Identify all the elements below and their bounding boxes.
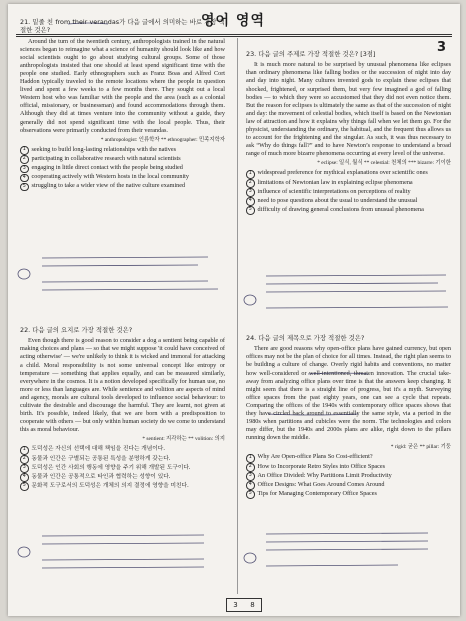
choice-number-icon: 5 (20, 482, 29, 491)
q21-choice-4[interactable]: 4 cooperating actively with Western hosts in the local community (20, 173, 225, 182)
question-23-head: 23. 다음 글의 주제로 가장 적절한 것은? [3점] (246, 50, 376, 58)
exam-page (8, 4, 460, 616)
q23-choice-4[interactable]: 4 need to pose questions about the usual to understand the unusual (246, 197, 451, 206)
question-24-choices (246, 453, 451, 498)
question-22 (20, 326, 225, 491)
q21-choice-2[interactable]: 2 participating in collaborative research with natural scientists (20, 155, 225, 164)
question-21-choices (20, 146, 225, 191)
q23-choice-1[interactable]: 1 widespread preference for mythical explanations over scientific ones (246, 169, 451, 178)
choice-number-icon: 3 (246, 188, 255, 197)
question-24-passage: There are good reasons why open-office plans have gained currency, but open offices may not be the plan of choice for all times. Instead, the right plan seems to be building a culture of change. Overly rigid habits and conventions, no matter how well-considered or well-intentioned, threaten innovation. The crucial take-away from analyzing office plans over time is that the answers keep changing. It might seem that there is a straight line of progress, but it's a myth. Surveying office spaces from the past eighty years, one can see a cycle that repeats. Comparing the offices of the 1940s with contemporary office spaces shows that they have circled back around to essentially the same style, via a period in the 1980s when partitions and cubicles were the norm. The technologies and colors may differ, but the 1940s and 2000s plans are alike, right down to the pillars running down the middle. (246, 345, 451, 442)
choice-number-icon: 1 (20, 446, 29, 455)
q22-choice-4[interactable]: 4 동물과 인간은 공통적으로 타인과 협력하는 성향이 있다. (20, 473, 225, 482)
choice-number-icon: 2 (246, 463, 255, 472)
q24-choice-3[interactable]: 3 An Office Divided: Why Partitions Limit Productivity (246, 472, 451, 481)
question-24-head: 24. 다음 글의 제목으로 가장 적절한 것은? (246, 334, 365, 342)
column-divider (237, 38, 238, 594)
choice-number-icon: 4 (246, 197, 255, 206)
footer-right-number: 8 (250, 601, 255, 609)
choice-number-icon: 1 (20, 146, 29, 155)
q21-choice-5[interactable]: 5 struggling to take a wider view of the native culture examined (20, 182, 225, 191)
q24-choice-5[interactable]: 5 Tips for Managing Contemporary Office Spaces (246, 490, 451, 499)
q23-choice-5[interactable]: 5 difficulty of drawing general conclusions from unusual phenomena (246, 206, 451, 215)
section-title: 영어 영역 (201, 13, 265, 29)
choice-number-icon: 5 (20, 183, 29, 192)
q21-choice-1[interactable]: 1 seeking to build long-lasting relationships with the natives (20, 146, 225, 155)
q22-choice-1[interactable]: 1 도덕성은 자신의 선택에 대해 책임을 진다는 개념이다. (20, 445, 225, 454)
footer-left-number: 3 (233, 601, 238, 609)
choice-number-icon: 4 (20, 473, 29, 482)
question-23-choices (246, 169, 451, 214)
q23-choice-3[interactable]: 3 influence of scientific interpretations on perceptions of reality (246, 188, 451, 197)
question-21 (20, 18, 225, 191)
question-23 (246, 50, 451, 215)
choice-number-icon: 1 (246, 170, 255, 179)
choice-number-icon: 4 (246, 481, 255, 490)
choice-number-icon: 5 (246, 206, 255, 215)
choice-number-icon: 1 (246, 454, 255, 463)
q24-choice-2[interactable]: 2 How to Incorporate Retro Styles into Office Spaces (246, 463, 451, 472)
choice-number-icon: 3 (246, 472, 255, 481)
question-21-gloss: * anthropologist: 인류학자 ** ethnographer: 민족지학자 (100, 136, 225, 143)
question-23-passage: It is much more natural to be surprised by unusual phenomena like eclipses than ordinary phenomena like falling bodies or the succession of night into day and day into night. Many cultures invented gods to explain these eclipses that shocked, frightened, or surprised them, but very few imagined a god of falling bodies — to which they were so accustomed that they did not even notice them. But the reason for eclipses is ultimately the same as that of the succession of night and day: the movement of celestial bodies, which itself is based on the Newtonian law of attraction and how it explains why things fall when we let them go. For the physicist, understanding the ordinary, the habitual, and the frequent thus allows us to account for the frightening and the singular. As such, it was thus necessary to ask “Why do things fall?” and to have Newton’s response to understand a broad range of much more bizarre phenomena occurring at every level of the universe. (246, 61, 451, 158)
q23-choice-2[interactable]: 2 limitations of Newtonian law in explaining eclipse phenomena (246, 179, 451, 188)
choice-number-icon: 5 (246, 490, 255, 499)
question-22-choices (20, 445, 225, 490)
q22-choice-2[interactable]: 2 동물과 인간은 구별되는 공통된 특성을 분명하게 갖는다. (20, 455, 225, 464)
question-22-head: 22. 다음 글의 요지로 가장 적절한 것은? (20, 326, 133, 334)
choice-number-icon: 3 (20, 165, 29, 174)
question-23-gloss: * eclipse: 일식, 월식 ** celestial: 천체의 *** bizarre: 기이한 (317, 160, 451, 167)
question-24 (246, 334, 451, 499)
question-22-passage: Even though there is good reason to consider a dog a sentient being capable of making choices and plans — so that we might suppose 'it could have conceived of acting otherwise' — we're unlikely to think it is wicked and immoral for attacking a child. Moral responsibility is not some universal concept like entropy or temperature — something that applies equally, and can be measured similarly, everywhere in the cosmos. It is a notion developed specifically for human use, no more or less than languages are. While sentience and volition are aspects of mind and agency, morals are cultural tools developed to influence social behaviour: to cultivate the desirable and discourage the harmful. They are learnt, not given at birth. It's possible, indeed likely, that we are born with a predisposition to cooperate with others — but only within human society do we come to understand this as moral behaviour. (20, 337, 225, 434)
question-21-head: 21. 밑줄 친 from their verandas가 다음 글에서 의미하는 바로 가장 적절한 것은? (20, 18, 225, 35)
page-footer-box (226, 598, 262, 612)
q24-choice-4[interactable]: 4 Office Designs: What Goes Around Comes Around (246, 481, 451, 490)
choice-number-icon: 2 (20, 155, 29, 164)
q24-choice-1[interactable]: 1 Why Are Open-office Plans So Cost-efficient? (246, 453, 451, 462)
choice-number-icon: 4 (20, 174, 29, 183)
choice-number-icon: 2 (246, 179, 255, 188)
q21-choice-3[interactable]: 3 engaging in little direct contact with the people being studied (20, 164, 225, 173)
choice-number-icon: 3 (20, 464, 29, 473)
q22-choice-3[interactable]: 3 도덕성은 인간 사회의 행동에 영향을 주기 위해 개발된 도구이다. (20, 464, 225, 473)
question-24-gloss: * rigid: 굳은 ** pillar: 기둥 (390, 444, 451, 451)
question-22-gloss: * sentient: 지각하는 ** volition: 의지 (142, 436, 225, 443)
question-21-passage: Around the turn of the twentieth century, anthropologists trained in the natural sciences began to reimagine what a science of humanity should look like and how social scientists ought to go about studying cultural groups. Some of those anthropologists insisted that one should at least spend significant time with the people one studied. Early ethnographers such as Franz Boas and Alfred Cort Haddon typically traveled to the remote locations where the people in question lived and spent a few weeks to a few months there. They sought out a local Western host who was familiar with the people and the area (such as a colonial official, missionary, or businessman) and found accommodations through them. Although they did at times venture into the community without a guide, they generally did not spend significant time with the local people. Thus, their observations were primarily conducted from their verandas. (20, 37, 225, 134)
page-number: 3 (436, 40, 446, 55)
choice-number-icon: 2 (20, 455, 29, 464)
q22-choice-5[interactable]: 5 문화적 도구로서의 도덕성은 개체의 의지 결정에 영향을 미친다. (20, 482, 225, 491)
